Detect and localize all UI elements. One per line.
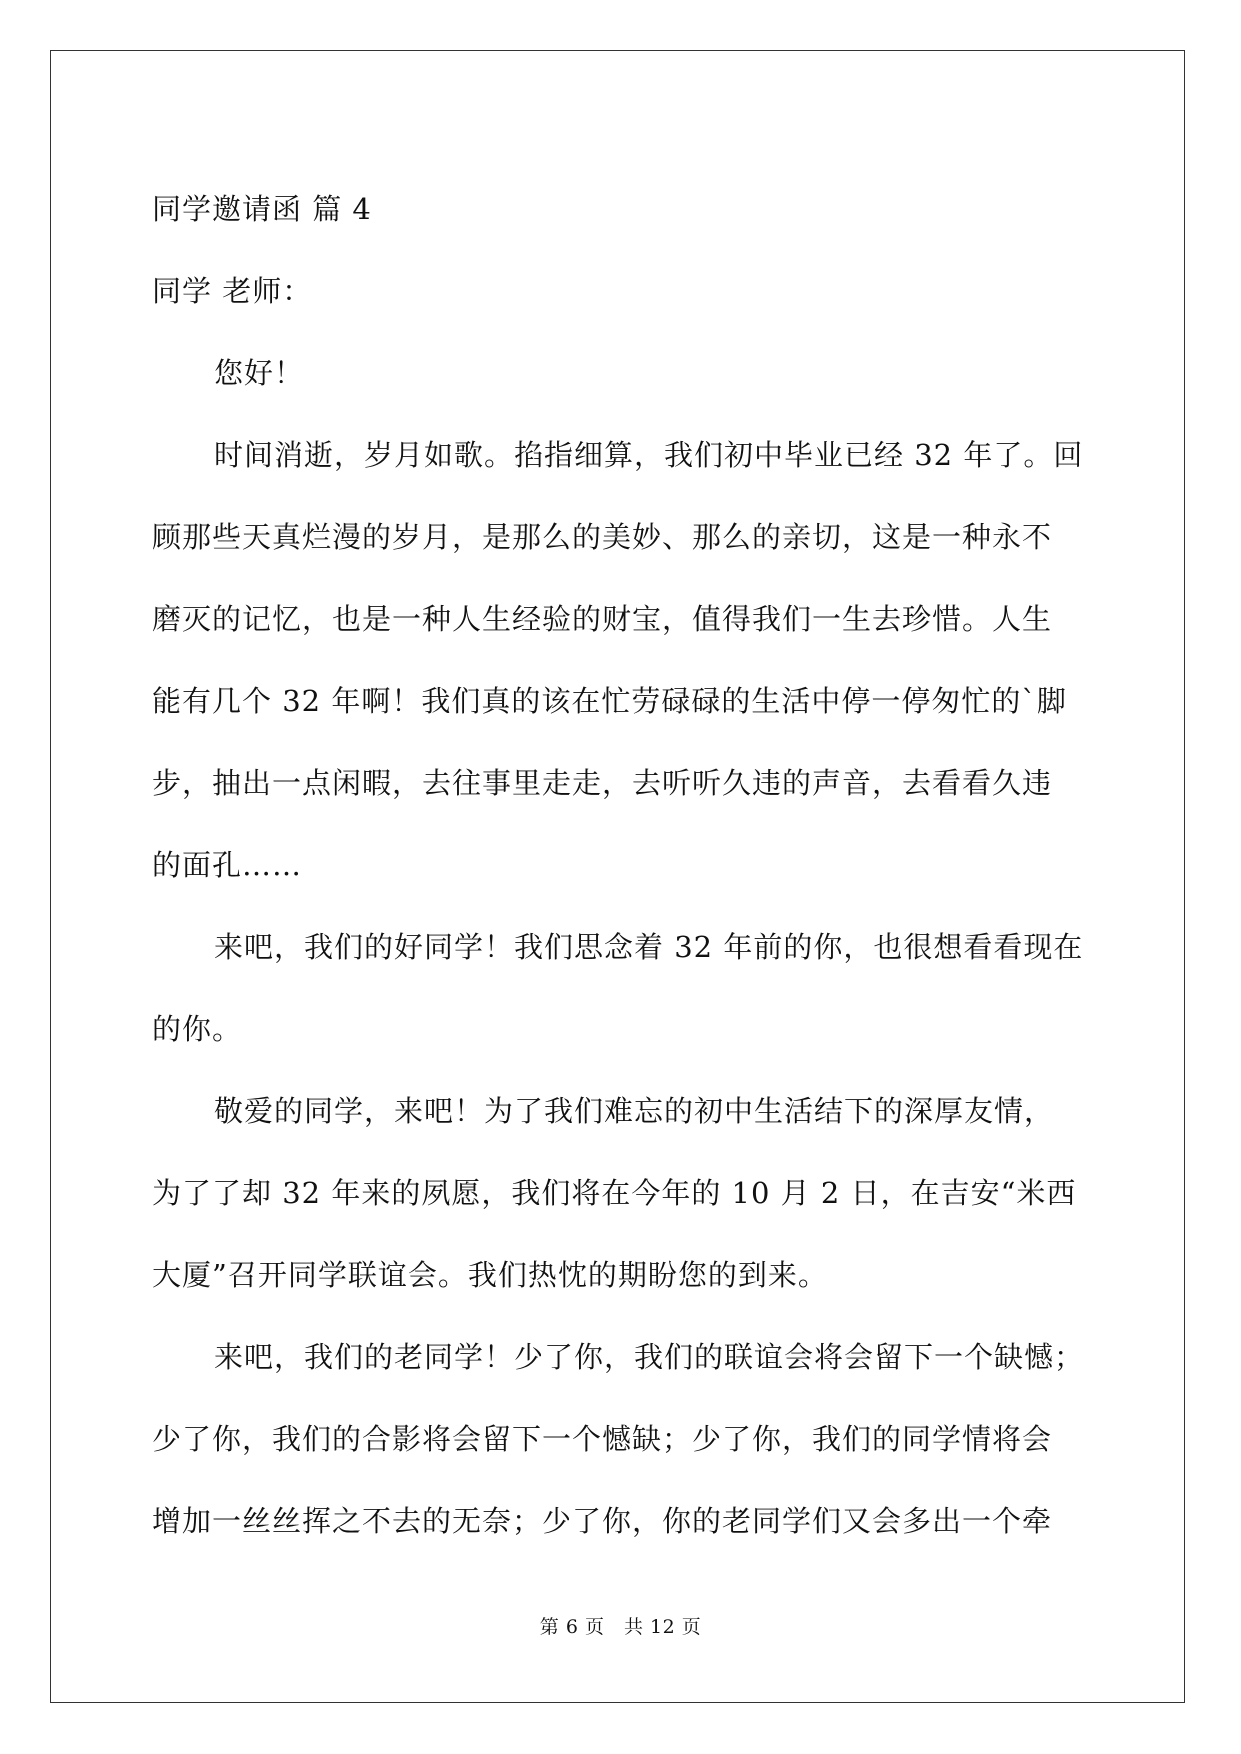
paragraph-line: 来吧，我们的好同学！我们思念着 32 年前的你，也很想看看现在 — [214, 930, 1084, 964]
page-footer: 第 6 页 共 12 页 — [539, 1616, 702, 1638]
paragraph-line: 的面孔…… — [152, 848, 303, 882]
salutation: 同学 老师： — [152, 274, 313, 308]
paragraph-4 — [152, 1316, 1092, 1562]
paragraph-line: 时间消逝，岁月如歌。掐指细算，我们初中毕业已经 32 年了。回 — [214, 438, 1084, 472]
paragraph-line: 少了你，我们的合影将会留下一个憾缺；少了你，我们的同学情将会 — [152, 1422, 1053, 1456]
paragraph-line: 为了了却 32 年来的夙愿，我们将在今年的 10 月 2 日，在吉安“米西 — [152, 1176, 1077, 1210]
paragraph-3 — [152, 1070, 1092, 1316]
paragraph-2 — [152, 906, 1092, 1070]
paragraph-1 — [152, 414, 1092, 906]
paragraph-line: 能有几个 32 年啊！我们真的该在忙劳碌碌的生活中停一停匆忙的`脚 — [152, 684, 1067, 718]
document-title: 同学邀请函 篇 4 — [152, 192, 372, 226]
document-body — [152, 168, 1092, 1562]
greeting: 您好！ — [214, 356, 305, 390]
paragraph-line: 来吧，我们的老同学！少了你，我们的联谊会将会留下一个缺憾； — [214, 1340, 1085, 1374]
paragraph-line: 的你。 — [152, 1012, 243, 1046]
paragraph-line: 磨灭的记忆，也是一种人生经验的财宝，值得我们一生去珍惜。人生 — [152, 602, 1053, 636]
paragraph-line: 大厦”召开同学联谊会。我们热忱的期盼您的到来。 — [152, 1258, 828, 1292]
paragraph-line: 增加一丝丝挥之不去的无奈；少了你，你的老同学们又会多出一个牵 — [152, 1504, 1053, 1538]
paragraph-line: 敬爱的同学，来吧！为了我们难忘的初中生活结下的深厚友情， — [214, 1094, 1055, 1128]
paragraph-line: 顾那些天真烂漫的岁月，是那么的美妙、那么的亲切，这是一种永不 — [152, 520, 1053, 554]
paragraph-line: 步，抽出一点闲暇，去往事里走走，去听听久违的声音，去看看久违 — [152, 766, 1053, 800]
